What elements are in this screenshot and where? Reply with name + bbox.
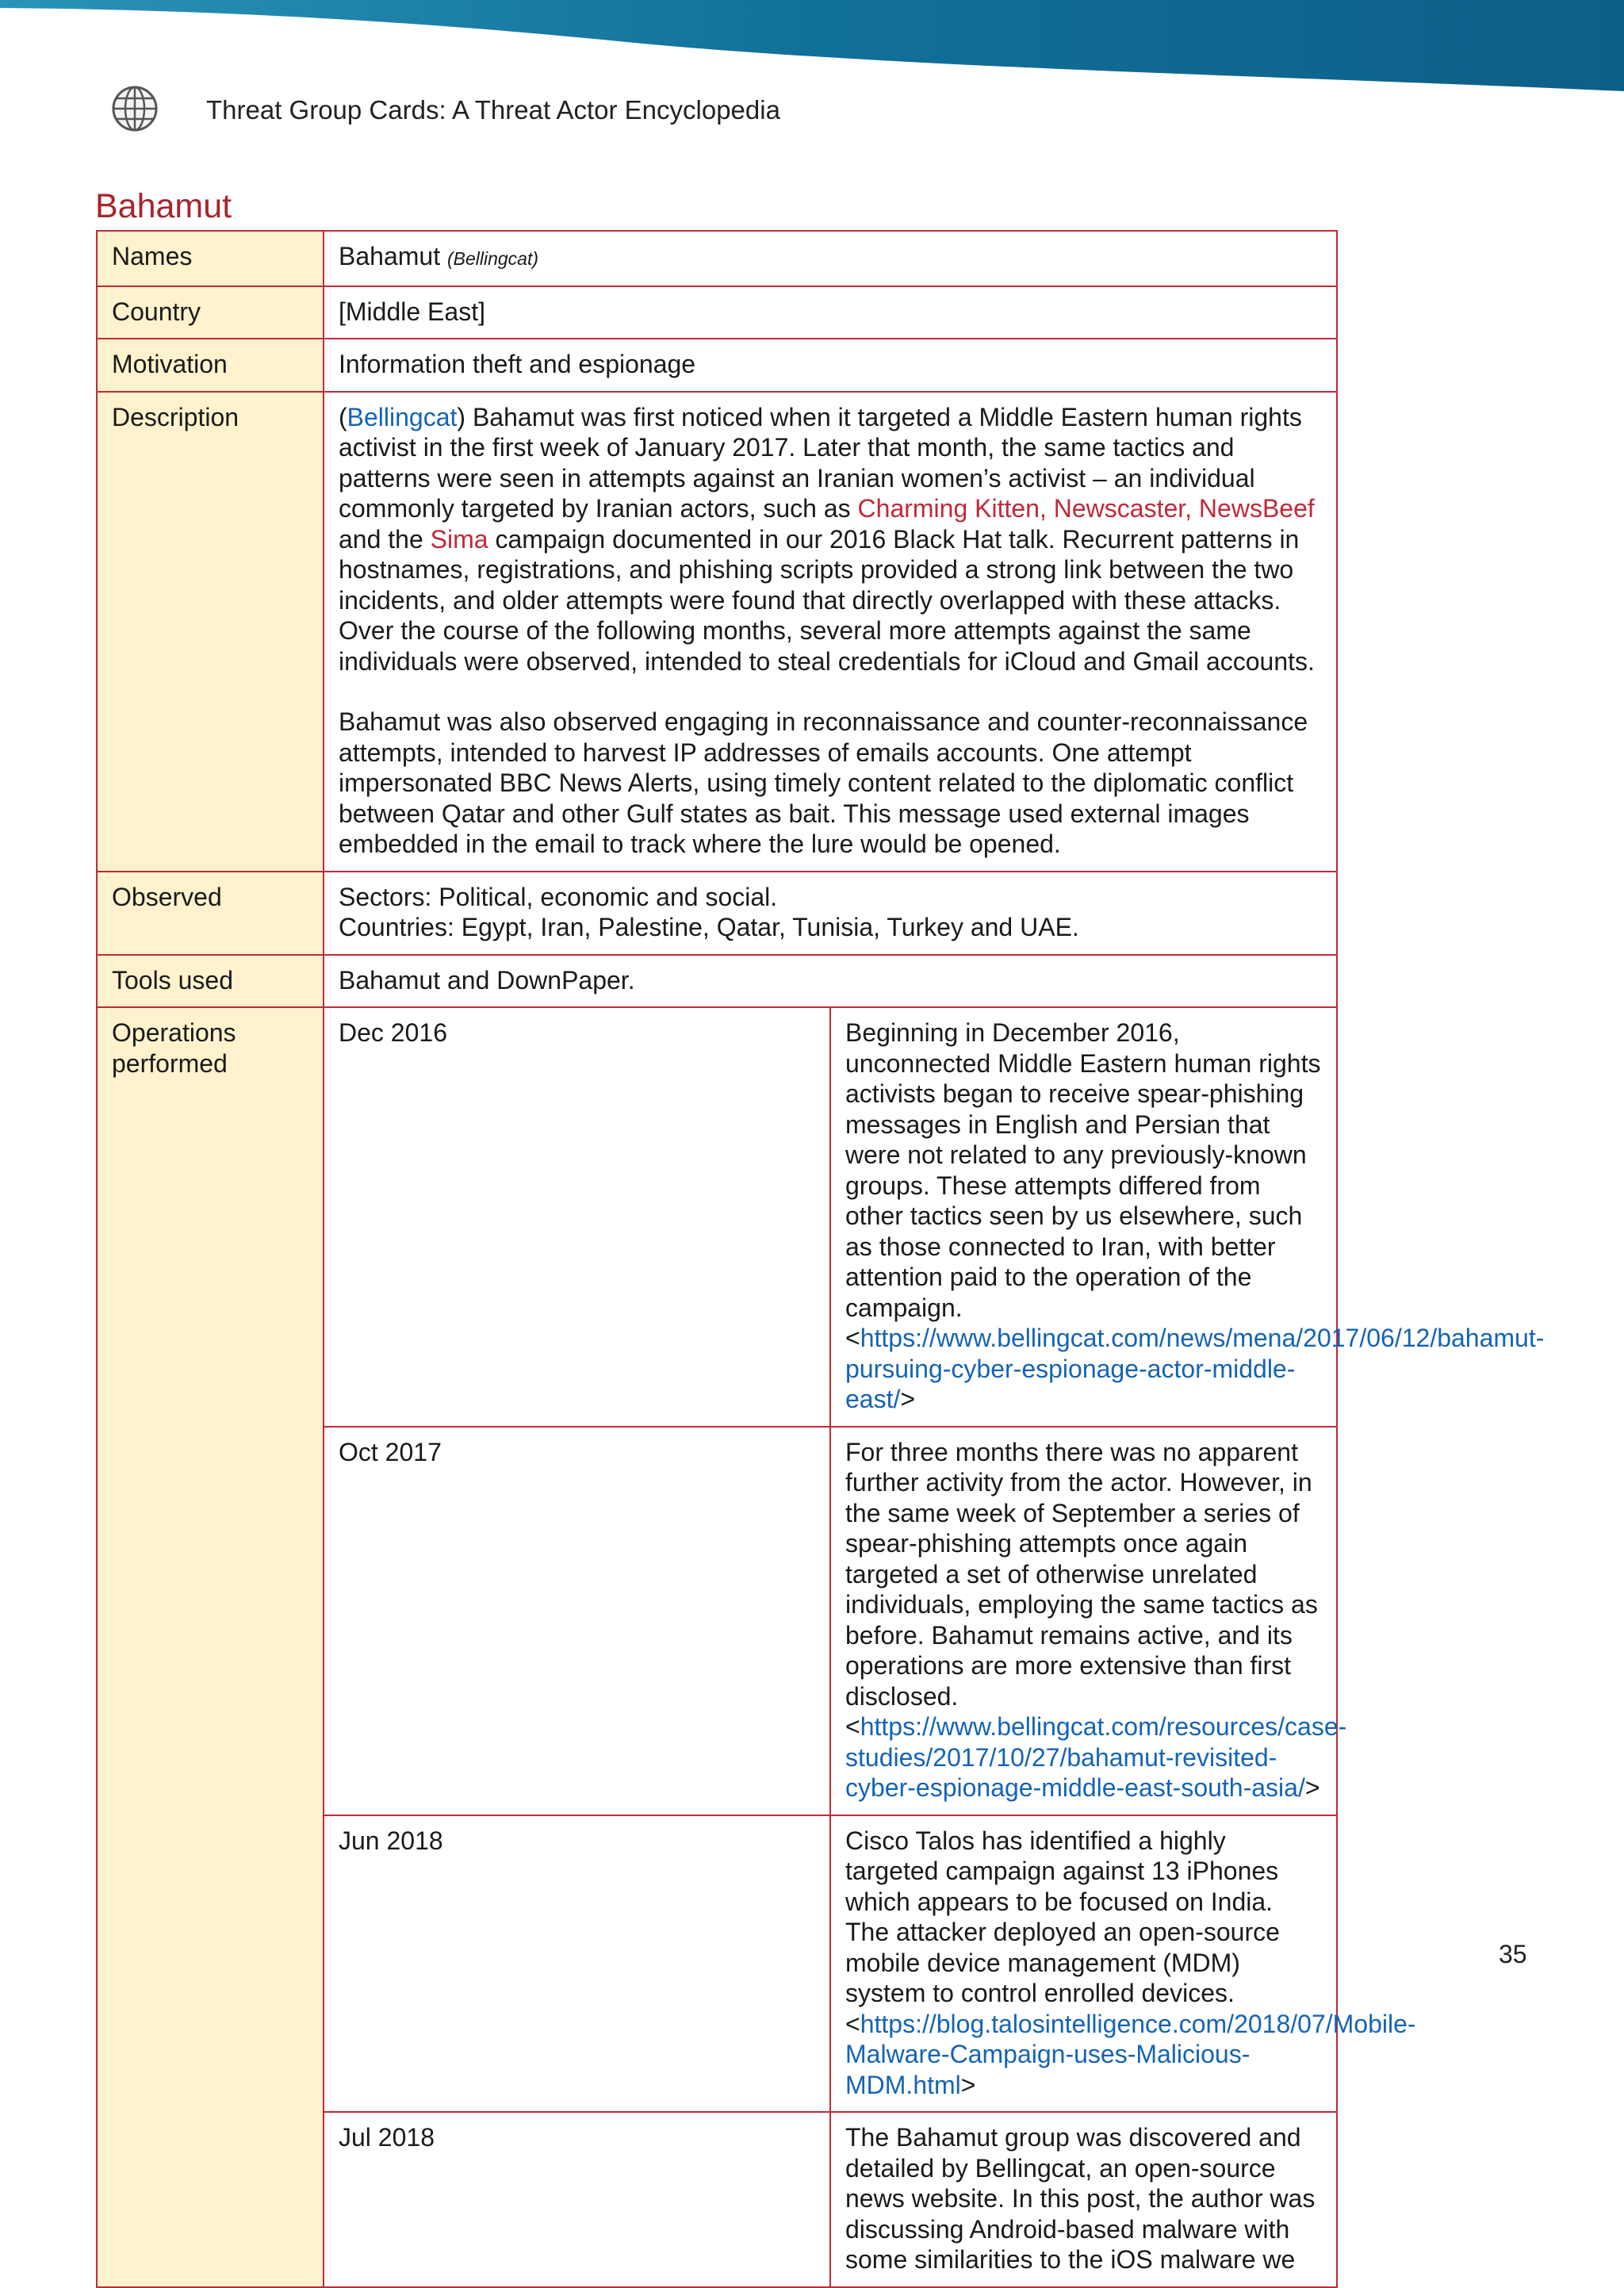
observed-sectors: Sectors: Political, economic and social. <box>339 882 778 911</box>
operation-link[interactable]: https://www.bellingcat.com/news/mena/2017/06/12/bahamut-pursuing-cyber-espionage-actor-middle-east/ <box>845 1324 1545 1413</box>
motivation-label: Motivation <box>97 339 324 392</box>
charming-kitten-link[interactable]: Charming Kitten, Newscaster, NewsBeef <box>857 494 1315 523</box>
card-title: Bahamut <box>95 187 232 225</box>
operation-details <box>830 1427 1347 1815</box>
observed-value <box>324 872 1337 955</box>
description-text-b: and the <box>339 524 431 554</box>
operation-date: Jun 2018 <box>324 1815 830 2113</box>
tools-row <box>97 955 1337 1008</box>
bellingcat-link[interactable]: Bellingcat <box>347 402 458 431</box>
names-value <box>324 231 1337 286</box>
country-row <box>97 286 1337 339</box>
operation-text: Beginning in December 2016, unconnected Middle Eastern human rights activists began to receive spear-phishing messages in English and Persian that were not related to any previously-known groups. These attempts differed from other tactics seen by us elsewhere, such as those connected to Iran, with better attention paid to the operation of the campaign. <box>845 1018 1321 1322</box>
operation-details <box>830 2112 1337 2287</box>
operation-date: Oct 2017 <box>324 1427 830 1815</box>
operation-reference: <https://www.bellingcat.com/news/mena/2017/06/12/bahamut-pursuing-cyber-espionage-actor-middle-east/> <box>845 1324 1545 1413</box>
operation-link[interactable]: https://www.bellingcat.com/resources/case-studies/2017/10/27/bahamut-revisited-cyber-espionage-middle-east-south-asia/ <box>845 1712 1347 1802</box>
page-number: 35 <box>1499 1940 1527 1968</box>
operation-link[interactable]: https://blog.talosintelligence.com/2018/07/Mobile-Malware-Campaign-uses-Malicious-MDM.html <box>845 2009 1416 2099</box>
observed-countries: Countries: Egypt, Iran, Palestine, Qatar, Tunisia, Turkey and UAE. <box>339 913 1079 941</box>
country-value: [Middle East] <box>324 286 1337 339</box>
motivation-value: Information theft and espionage <box>324 339 1337 392</box>
operations-label: Operations performed <box>97 1007 324 2287</box>
description-paragraph-2: Bahamut was also observed engaging in reconnaissance and counter-reconnaissance attempts, intended to harvest IP addresses of emails accounts. One attempt impersonated BBC News Alerts, using timely content related to the diplomatic conflict between Qatar and other Gulf states as bait. This message used external images embedded in the email to track where the lure would be opened. <box>339 707 1308 858</box>
names-source: (Bellingcat) <box>446 248 539 269</box>
sima-link[interactable]: Sima <box>430 524 488 554</box>
operation-row <box>97 1007 1337 1427</box>
description-row <box>97 392 1337 872</box>
observed-row <box>97 872 1337 955</box>
operation-text: Cisco Talos has identified a highly targeted campaign against 13 iPhones which appears to be focused on India. The attacker deployed an open-source mobile device management (MDM) system to control enrolled devices. <box>845 1826 1280 2007</box>
operation-date: Dec 2016 <box>324 1007 830 1427</box>
description-text-a: ) Bahamut was first noticed when it targeted a Middle Eastern human rights activist in the first week of January 2017. Later that month, the same tactics and patterns were seen in attempts against an Iranian women’s activist – an individual commonly targeted by Iranian actors, such as <box>339 402 1302 523</box>
motivation-row <box>97 339 1337 392</box>
paragraph-gap <box>339 676 1322 707</box>
header-band <box>0 0 1624 91</box>
operation-date: Jul 2018 <box>324 2112 830 2287</box>
globe-icon <box>109 83 160 134</box>
operation-reference: <https://blog.talosintelligence.com/2018/07/Mobile-Malware-Campaign-uses-Malicious-MDM.html> <box>845 2009 1416 2099</box>
observed-label: Observed <box>97 872 324 955</box>
names-label: Names <box>97 231 324 286</box>
description-value <box>324 392 1337 872</box>
description-text-c: campaign documented in our 2016 Black Hat talk. Recurrent patterns in hostnames, registrations, and phishing scripts provided a strong link between the two incidents, and older attempts were found that directly overlapped with these attacks. Over the course of the following months, several more attempts against the same individuals were observed, intended to steal credentials for iCloud and Gmail accounts. <box>339 524 1315 676</box>
tools-value: Bahamut and DownPaper. <box>324 955 1337 1008</box>
names-text: Bahamut <box>339 242 441 270</box>
header-title: Threat Group Cards: A Threat Actor Encyclopedia <box>206 95 780 125</box>
operation-reference: <https://www.bellingcat.com/resources/case-studies/2017/10/27/bahamut-revisited-cyber-espionage-middle-east-south-asia/> <box>845 1712 1347 1802</box>
country-label: Country <box>97 286 324 339</box>
operation-text: The Bahamut group was discovered and detailed by Bellingcat, an open-source news website. In this post, the author was discussing Android-based malware with some similarities to the iOS malware we <box>845 2123 1316 2274</box>
operation-details <box>830 1007 1545 1427</box>
names-row <box>97 231 1337 286</box>
description-label: Description <box>97 392 324 872</box>
description-paragraph-1: (Bellingcat) Bahamut was first noticed when it targeted a Middle Eastern human rights activist in the first week of January 2017. Later that month, the same tactics and patterns were seen in attempts against an Iranian women’s activist – an individual commonly targeted by Iranian actors, such as Charming Kitten, Newscaster, NewsBeef and the Sima campaign documented in our 2016 Black Hat talk. Recurrent patterns in hostnames, registrations, and phishing scripts provided a strong link between the two incidents, and older attempts were found that directly overlapped with these attacks. Over the course of the following months, several more attempts against the same individuals were observed, intended to steal credentials for iCloud and Gmail accounts. <box>339 402 1315 676</box>
operation-details <box>830 1815 1416 2113</box>
operation-text: For three months there was no apparent further activity from the actor. However, in the same week of September a series of spear-phishing attempts once again targeted a set of otherwise unrelated individuals, employing the same tactics as before. Bahamut remains active, and its operations are more extensive than first disclosed. <box>845 1437 1318 1711</box>
tools-label: Tools used <box>97 955 324 1008</box>
